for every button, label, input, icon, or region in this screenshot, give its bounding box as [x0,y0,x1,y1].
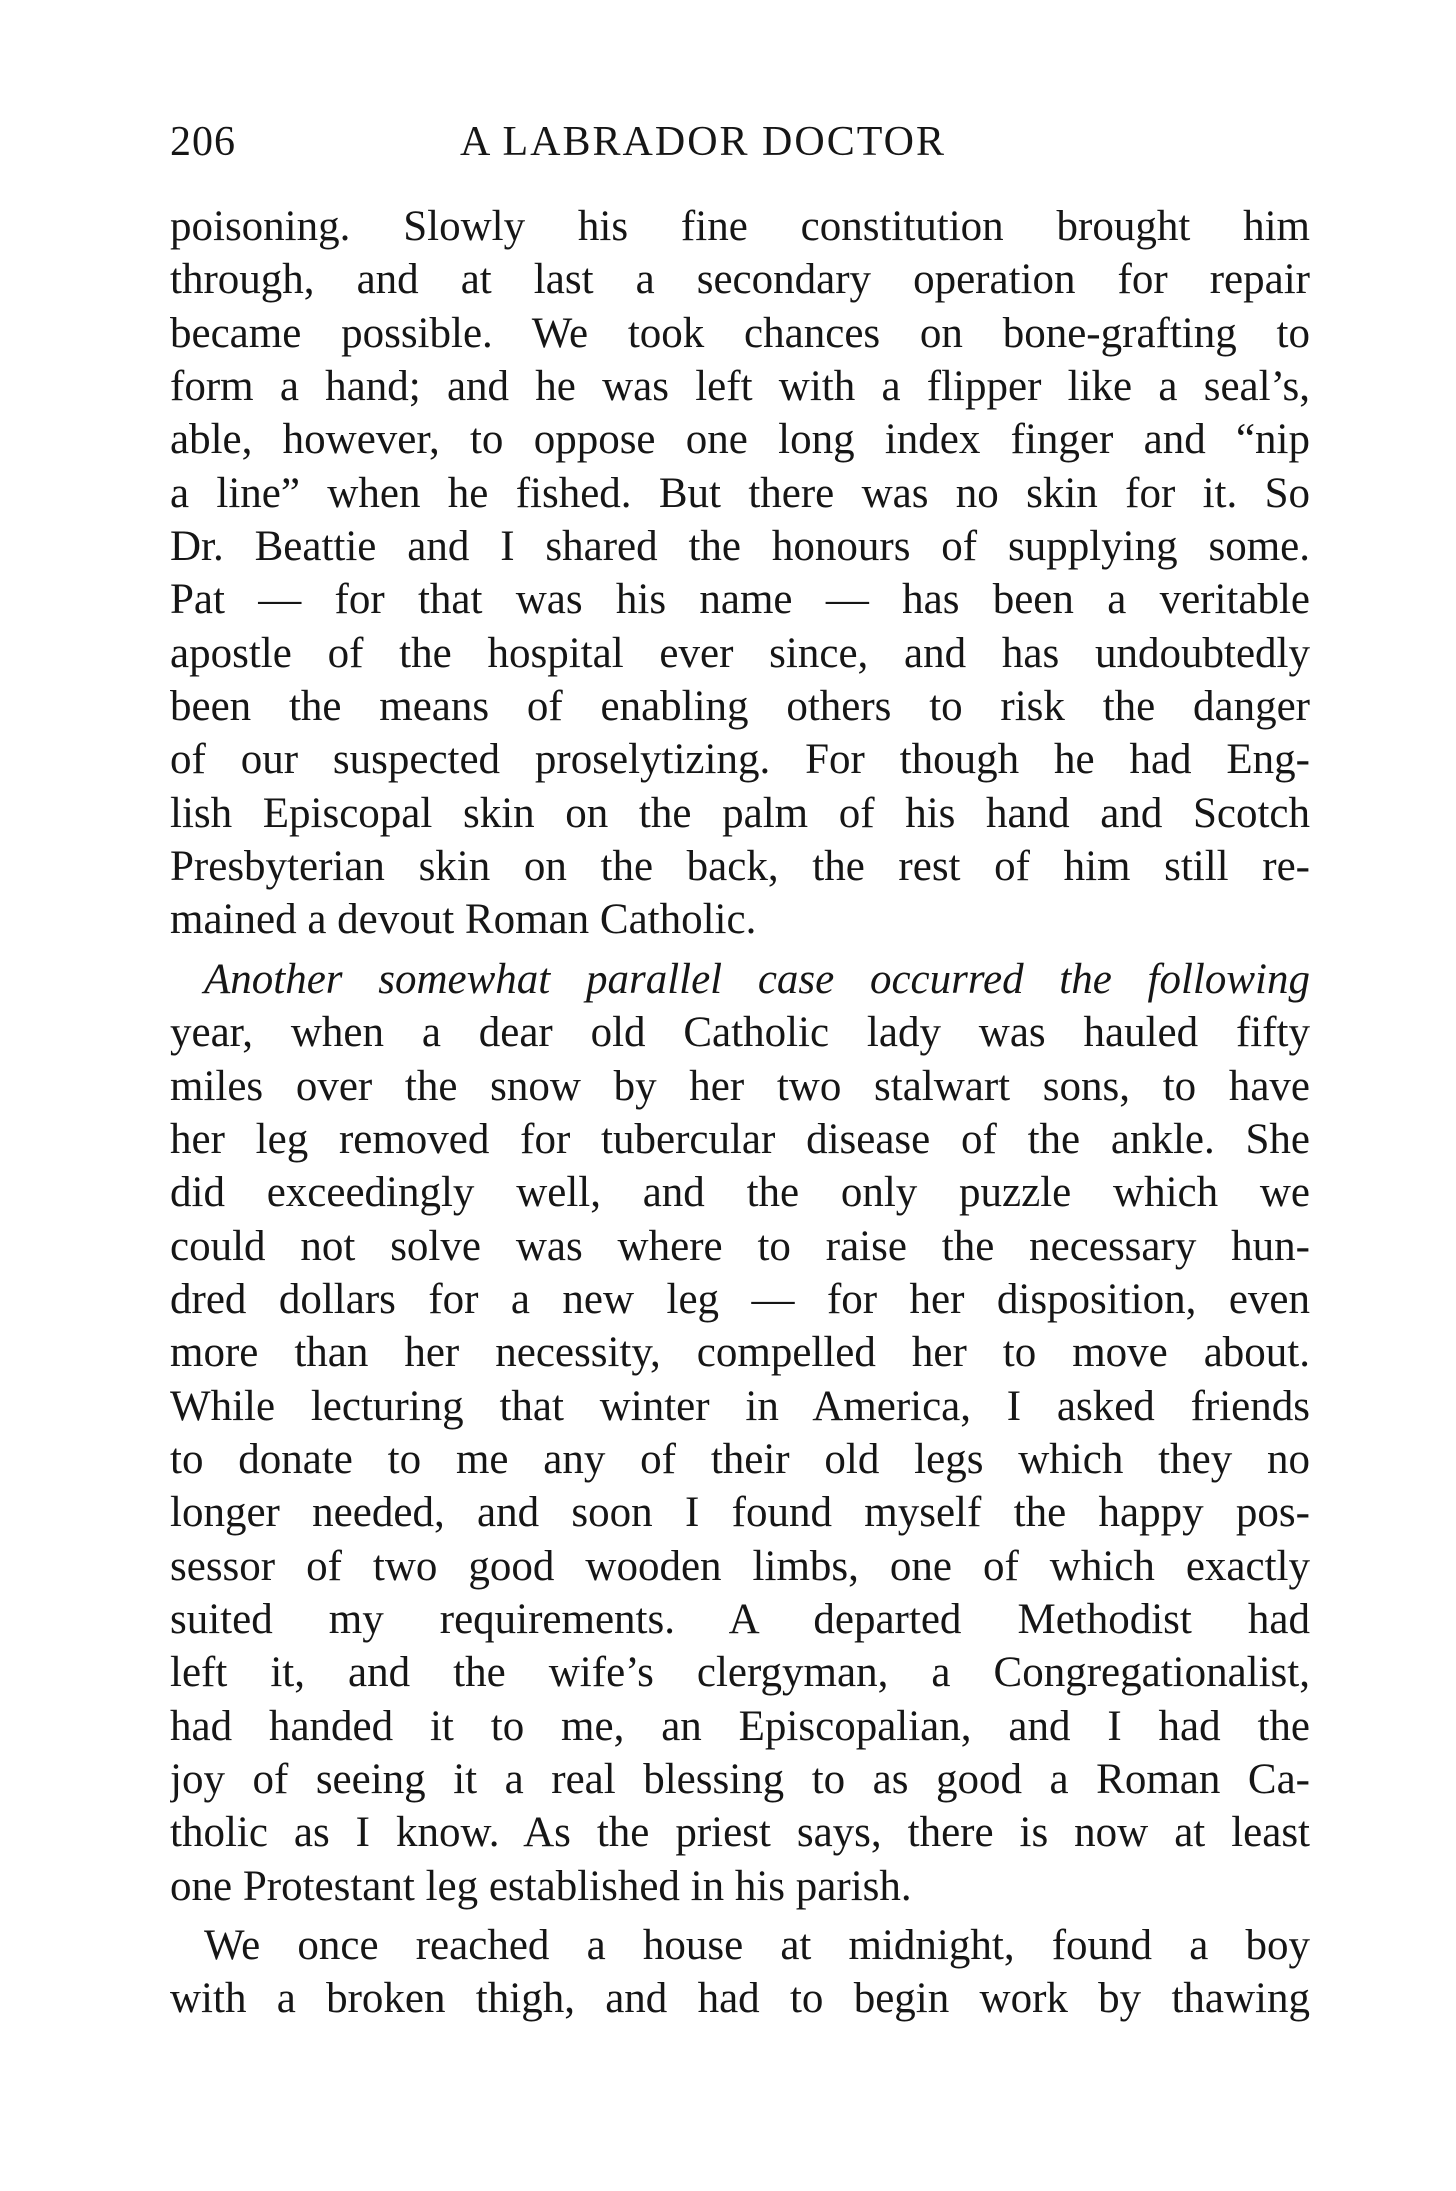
text-line: longer needed, and soon I found myself the happy pos- [170,1489,1310,1537]
text-line: Dr. Beattie and I shared the honours of supplying some. [170,523,1310,571]
text-line: more than her necessity, compelled her to move about. [170,1329,1310,1377]
text-line: did exceedingly well, and the only puzzle which we [170,1169,1310,1217]
text-line: We once reached a house at midnight, found a boy [204,1922,1310,1969]
text-line: mained a devout Roman Catholic. [170,896,757,944]
text-line: through, and at last a secondary operation for repair [170,256,1310,304]
text-line: left it, and the wife’s clergyman, a Congregationalist, [170,1649,1310,1697]
text-line: suited my requirements. A departed Methodist had [170,1595,1310,1643]
page-number: 206 [170,119,236,165]
text-line: year, when a dear old Catholic lady was hauled fifty [170,1009,1310,1057]
text-line: could not solve was where to raise the necessary hun- [170,1222,1310,1270]
text-line: to donate to me any of their old legs which they no [170,1435,1310,1483]
text-line: sessor of two good wooden limbs, one of which exactly [170,1542,1310,1590]
body-text [170,200,1310,2026]
text-line: lish Episcopal skin on the palm of his hand and Scotch [170,789,1310,837]
text-line: form a hand; and he was left with a flipper like a seal’s, [170,363,1310,411]
text-line: with a broken thigh, and had to begin work by thawing [170,1975,1310,2023]
text-line: became possible. We took chances on bone-grafting to [170,309,1310,357]
running-title: A LABRADOR DOCTOR [460,119,946,165]
text-line: one Protestant leg established in his parish. [170,1862,912,1910]
paragraph [170,1919,1310,2026]
paragraph [170,953,1310,1913]
text-line [170,953,1310,1006]
text-line: tholic as I know. As the priest says, there is now at least [170,1809,1310,1857]
text-line: been the means of enabling others to risk the danger [170,683,1310,731]
text-line: of our suspected proselytizing. For though he had Eng- [170,736,1310,784]
text-line: apostle of the hospital ever since, and has undoubtedly [170,629,1310,677]
text-line: able, however, to oppose one long index finger and “nip [170,416,1310,464]
text-line: miles over the snow by her two stalwart sons, to have [170,1062,1310,1110]
text-line: her leg removed for tubercular disease of the ankle. She [170,1115,1310,1163]
text-line: While lecturing that winter in America, I asked friends [170,1382,1310,1430]
text-line: Presbyterian skin on the back, the rest of him still re- [170,843,1310,891]
text-line: joy of seeing it a real blessing to as good a Roman Ca- [170,1755,1310,1803]
page-header [170,118,1310,178]
text-line: poisoning. Slowly his fine constitution brought him [170,203,1310,250]
text-line: had handed it to me, an Episcopalian, and I had the [170,1702,1310,1750]
italic-phrase: Another somewhat parallel case occurred the following [204,955,1310,1003]
text-line: dred dollars for a new leg — for her disposition, even [170,1275,1310,1323]
text-line: a line” when he fished. But there was no skin for it. So [170,469,1310,517]
paragraph [170,200,1310,947]
text-line: Pat — for that was his name — has been a veritable [170,576,1310,624]
